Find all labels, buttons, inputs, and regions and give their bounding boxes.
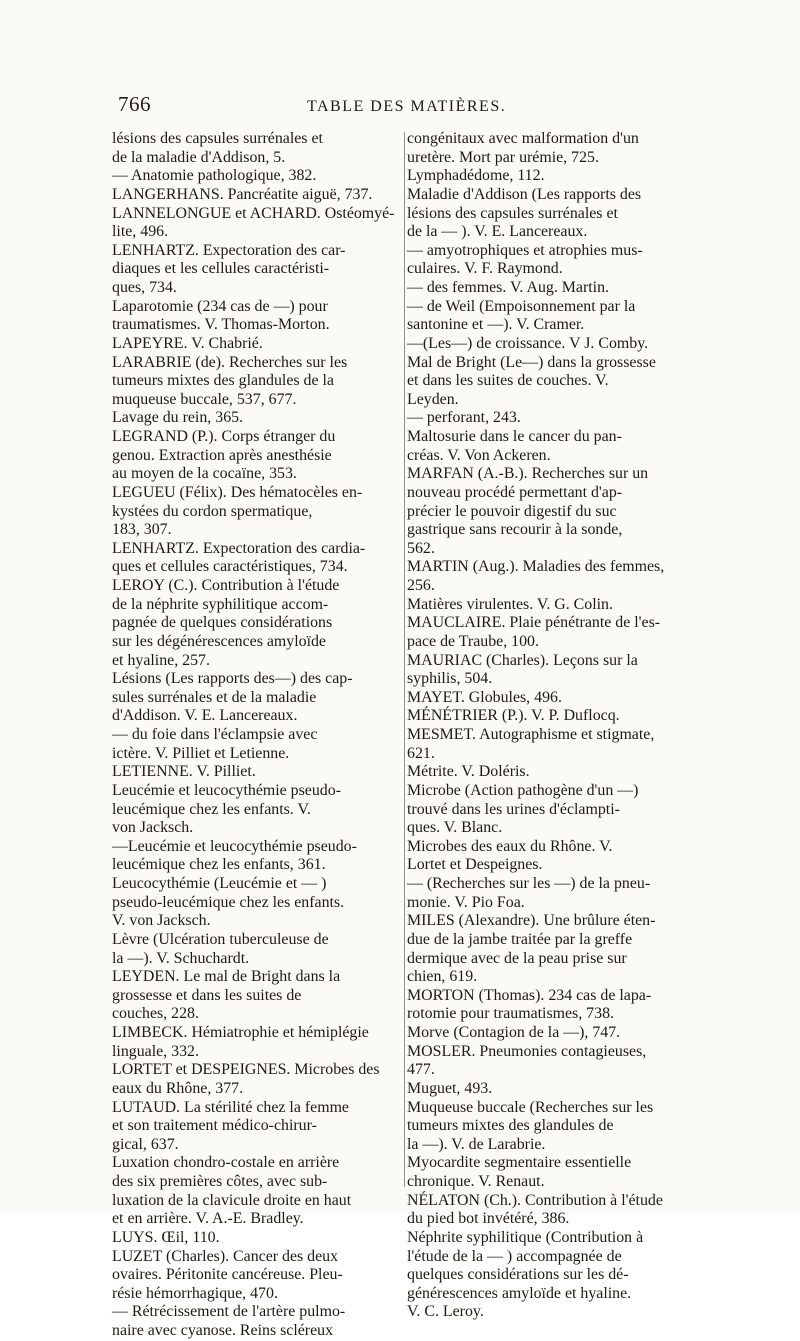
index-entry <box>112 1303 402 1340</box>
index-entry-line: — Rétrécissement de l'artère pulmo- <box>112 1303 346 1321</box>
index-entry-line: Lortet et Despeignes. <box>407 856 543 874</box>
index-entry-line: —(Les—) de croissance. V J. Comby. <box>407 334 649 352</box>
index-column-left <box>112 130 402 1341</box>
index-entry <box>407 838 699 875</box>
index-entry <box>407 1154 699 1191</box>
index-entry <box>112 838 402 875</box>
index-entry-line: congénitaux avec malformation d'un <box>407 130 639 147</box>
index-entry <box>112 931 402 968</box>
index-entry-line: MARFAN (A.-B.). Recherches sur un <box>407 465 649 483</box>
index-entry <box>407 465 699 558</box>
index-entry-line: Métrite. V. Doléris. <box>407 763 530 781</box>
index-entry <box>407 1229 699 1322</box>
index-entry-line: MORTON (Thomas). 234 cas de lapa- <box>407 986 652 1004</box>
index-entry-line: créas. V. Von Ackeren. <box>407 446 551 464</box>
index-entry <box>407 763 699 782</box>
index-entry-line: santonine et —). V. Cramer. <box>407 316 585 334</box>
index-entry-line: l'étude de la — ) accompagnée de <box>407 1247 622 1265</box>
index-entry <box>112 1024 402 1061</box>
index-entry <box>407 279 699 298</box>
index-entry-line: — amyotrophiques et atrophies mus- <box>407 241 643 259</box>
index-entry-line: ques, 734. <box>112 279 177 296</box>
index-entry-line: monie. V. Pio Foa. <box>407 893 525 911</box>
index-entry-line: 256. <box>407 577 435 594</box>
index-entry-line: —Leucémie et leucocythémie pseudo- <box>112 837 357 855</box>
index-entry-line: LENHARTZ. Expectoration des cardia- <box>112 539 366 557</box>
index-entry <box>407 689 699 708</box>
index-entry <box>112 763 402 782</box>
index-entry-line: Lymphadédome, 112. <box>407 167 545 185</box>
index-entry-line: Laparotomie (234 cas de —) pour <box>112 297 328 315</box>
index-entry-line: leucémique chez les enfants. V. <box>112 800 311 818</box>
index-entry-line: 183, 307. <box>112 521 172 539</box>
index-entry-line: ques et cellules caractéristiques, 734. <box>112 558 348 576</box>
index-entry <box>407 987 699 1024</box>
index-entry <box>407 707 699 726</box>
index-entry-line: du pied bot invétéré, 386. <box>407 1210 570 1228</box>
index-entry-line: Lésions (Les rapports des—) des cap- <box>112 670 353 688</box>
index-entry-line: LARABRIE (de). Recherches sur les <box>112 353 348 371</box>
index-entry-line: et son traitement médico-chirur- <box>112 1117 317 1135</box>
index-entry-line: gical, 637. <box>112 1135 179 1153</box>
index-entry-line: LORTET et DESPEIGNES. Microbes des <box>112 1061 380 1079</box>
index-entry <box>407 558 699 595</box>
index-entry-line: linguale, 332. <box>112 1042 199 1060</box>
index-entry <box>112 1154 402 1229</box>
index-entry-line: la —). V. de Larabrie. <box>407 1135 546 1153</box>
index-entry-line: des six premières côtes, avec sub- <box>112 1173 328 1190</box>
index-entry-line: traumatismes. V. Thomas-Morton. <box>112 316 330 334</box>
index-entry-line: Lavage du rein, 365. <box>112 409 244 427</box>
index-entry-line: au moyen de la cocaïne, 353. <box>112 465 297 483</box>
index-entry-line: due de la jambe traitée par la greffe <box>407 930 633 948</box>
index-entry-line: Myocardite segmentaire essentielle <box>407 1154 632 1172</box>
index-entry-line: et dans les suites de couches. V. <box>407 372 609 390</box>
index-entry-line: kystées du cordon spermatique, <box>112 502 313 520</box>
index-entry-line: nouveau procédé permettant d'ap- <box>407 483 623 501</box>
index-entry <box>407 782 699 838</box>
index-entry-line: lésions des capsules surrénales et <box>407 204 618 222</box>
index-entry-line: — du foie dans l'éclampsie avec <box>112 726 318 743</box>
index-entry-line: pace de Traube, 100. <box>407 632 539 650</box>
index-entry <box>112 1099 402 1155</box>
running-title: TABLE DES MATIÈRES. <box>307 98 507 115</box>
index-entry-line: MAURIAC (Charles). Leçons sur la <box>407 651 638 669</box>
index-entry <box>112 670 402 726</box>
index-entry-line: précier le pouvoir digestif du suc <box>407 502 617 520</box>
index-entry-line: LEYDEN. Le mal de Bright dans la <box>112 968 341 986</box>
index-entry-line: Microbe (Action pathogène d'un —) <box>407 781 639 799</box>
index-entry-line: rotomie pour traumatismes, 738. <box>407 1005 614 1023</box>
index-entry <box>407 354 699 410</box>
index-entry <box>407 875 699 912</box>
index-entry-line: culaires. V. F. Raymond. <box>407 260 563 278</box>
index-entry-line: ictère. V. Pilliet et Letienne. <box>112 744 290 762</box>
page-number: 766 <box>118 92 151 116</box>
index-entry <box>407 652 699 689</box>
index-entry-line: Luxation chondro-costale en arrière <box>112 1154 340 1172</box>
index-entry <box>407 335 699 354</box>
index-entry-line: LEROY (C.). Contribution à l'étude <box>112 577 340 594</box>
index-entry-line: grossesse et dans les suites de <box>112 986 302 1004</box>
index-entry-line: tumeurs mixtes des glandules de la <box>112 372 334 390</box>
index-entry-line: Néphrite syphilitique (Contribution à <box>407 1228 644 1246</box>
index-entry-line: sules surrénales et de la maladie <box>112 688 317 706</box>
index-entry <box>407 726 699 763</box>
index-entry-line: quelques considérations sur les dé- <box>407 1266 629 1284</box>
index-entry-line: Morve (Contagion de la —), 747. <box>407 1024 621 1041</box>
index-entry-line: LUTAUD. La stérilité chez la femme <box>112 1098 349 1116</box>
index-entry-line: syphilis, 504. <box>407 670 493 688</box>
index-entry <box>407 242 699 279</box>
index-entry-line: gastrique sans recourir à la sonde, <box>407 521 623 539</box>
index-entry-line: LEGUEU (Félix). Des hématocèles en- <box>112 483 363 501</box>
index-entry <box>407 596 699 615</box>
index-entry-line: Microbes des eaux du Rhône. V. <box>407 837 613 855</box>
index-entry <box>112 186 402 205</box>
index-entry-line: pagnée de quelques considérations <box>112 614 333 632</box>
index-entry <box>407 409 699 428</box>
index-entry <box>112 1229 402 1248</box>
index-entry-line: Mal de Bright (Le—) dans la grossesse <box>407 353 656 371</box>
index-entry <box>407 1024 699 1043</box>
index-entry-line: Maladie d'Addison (Les rapports des <box>407 185 642 203</box>
index-entry-line: couches, 228. <box>112 1005 199 1023</box>
index-entry-line: — de Weil (Empoisonnement par la <box>407 297 636 315</box>
index-entry <box>112 1061 402 1098</box>
index-entry <box>112 205 402 242</box>
index-entry-line: dermique avec de la peau prise sur <box>407 949 627 967</box>
index-entry-line: LANNELONGUE et ACHARD. Ostéomyé- <box>112 204 395 222</box>
index-entry <box>112 782 402 838</box>
index-entry-line: eaux du Rhône, 377. <box>112 1079 244 1097</box>
index-entry <box>112 335 402 354</box>
index-entry-line: V. von Jacksch. <box>112 912 211 930</box>
index-entry-line: Leyden. <box>407 390 459 408</box>
index-entry-line: NÉLATON (Ch.). Contribution à l'étude <box>407 1191 663 1209</box>
index-entry-line: la —). V. Schuchardt. <box>112 949 250 967</box>
index-entry-line: LAPEYRE. V. Chabrié. <box>112 334 263 352</box>
index-entry-line: ques. V. Blanc. <box>407 819 503 837</box>
index-entry-line: diaques et les cellules caractéristi- <box>112 260 330 278</box>
index-entry-line: de la — ). V. E. Lancereaux. <box>407 223 588 241</box>
index-entry <box>112 409 402 428</box>
index-entry <box>407 428 699 465</box>
index-entry-line: von Jacksch. <box>112 819 194 837</box>
index-entry-line: et en arrière. V. A.-E. Bradley. <box>112 1210 304 1228</box>
index-entry <box>112 484 402 540</box>
index-entry-line: chronique. V. Renaut. <box>407 1173 545 1190</box>
index-entry <box>112 577 402 670</box>
index-entry-line: MILES (Alexandre). Une brûlure éten- <box>407 912 656 930</box>
index-entry-line: Leucémie et leucocythémie pseudo- <box>112 781 341 799</box>
index-entry-line: trouvé dans les urines d'éclampti- <box>407 800 620 818</box>
index-entry-line: Muguet, 493. <box>407 1079 493 1097</box>
index-entry <box>112 354 402 410</box>
page-header <box>112 92 702 124</box>
index-entry-line: lite, 496. <box>112 223 169 241</box>
index-entry-line: naire avec cyanose. Reins scléreux <box>112 1322 334 1339</box>
index-entry-line: — perforant, 243. <box>407 409 521 427</box>
index-entry-line: Leucocythémie (Leucémie et — ) <box>112 875 327 892</box>
index-entry <box>407 912 699 987</box>
index-entry-line: et hyaline, 257. <box>112 651 210 669</box>
index-entry-line: chien, 619. <box>407 968 478 986</box>
index-entry-line: MÉNÉTRIER (P.). V. P. Duflocq. <box>407 707 620 725</box>
index-entry-line: LUYS. Œil, 110. <box>112 1228 220 1246</box>
index-entry-line: pseudo-leucémique chez les enfants. <box>112 893 345 911</box>
index-entry <box>112 167 402 186</box>
index-entry-line: lésions des capsules surrénales et <box>112 130 323 147</box>
index-entry-line: de la néphrite syphilitique accom- <box>112 595 329 613</box>
index-entry <box>112 875 402 931</box>
index-entry <box>407 167 699 186</box>
index-entry-line: Lèvre (Ulcération tuberculeuse de <box>112 930 329 948</box>
index-entry-line: MAYET. Globules, 496. <box>407 688 562 706</box>
index-entry-line: muqueuse buccale, 537, 677. <box>112 390 297 408</box>
index-entry <box>112 242 402 298</box>
index-entry-line: Maltosurie dans le cancer du pan- <box>407 428 622 445</box>
index-entry-line: — (Recherches sur les —) de la pneu- <box>407 875 651 892</box>
index-entry-line: Muqueuse buccale (Recherches sur les <box>407 1098 654 1116</box>
index-entry <box>112 540 402 577</box>
index-entry-line: résie hémorrhagique, 470. <box>112 1284 278 1302</box>
index-entry-line: LUZET (Charles). Cancer des deux <box>112 1247 339 1265</box>
index-entry <box>112 1248 402 1304</box>
index-entry-line: MOSLER. Pneumonies contagieuses, <box>407 1042 647 1060</box>
index-entry-line: genou. Extraction après anesthésie <box>112 446 332 464</box>
index-entry-line: LENHARTZ. Expectoration des car- <box>112 241 346 259</box>
index-entry-line: 621. <box>407 744 435 762</box>
index-entry-line: Matières virulentes. V. G. Colin. <box>407 595 613 613</box>
index-entry-line: 562. <box>407 539 435 557</box>
index-entry-line: d'Addison. V. E. Lancereaux. <box>112 707 298 725</box>
index-entry-line: uretère. Mort par urémie, 725. <box>407 148 599 166</box>
index-column-right <box>407 130 699 1322</box>
index-entry-line: luxation de la clavicule droite en haut <box>112 1191 352 1209</box>
index-entry-line: — Anatomie pathologique, 382. <box>112 167 317 185</box>
index-entry <box>407 130 699 167</box>
index-entry <box>112 726 402 763</box>
index-entry-line: LIMBECK. Hémiatrophie et hémiplégie <box>112 1024 369 1041</box>
index-entry <box>112 428 402 484</box>
index-entry-line: MAUCLAIRE. Plaie pénétrante de l'es- <box>407 614 661 632</box>
index-entry-line: leucémique chez les enfants, 361. <box>112 856 326 874</box>
index-entry <box>407 1099 699 1155</box>
index-entry-line: sur les dégénérescences amyloïde <box>112 632 326 650</box>
index-entry-line: ovaires. Péritonite cancéreuse. Pleu- <box>112 1266 343 1284</box>
index-entry-line: MESMET. Autographisme et stigmate, <box>407 726 655 743</box>
index-entry <box>112 968 402 1024</box>
index-entry-line: LETIENNE. V. Pilliet. <box>112 763 256 781</box>
index-entry-line: tumeurs mixtes des glandules de <box>407 1117 614 1135</box>
index-entry-line: LEGRAND (P.). Corps étranger du <box>112 428 336 445</box>
index-entry-line: MARTIN (Aug.). Maladies des femmes, <box>407 558 665 576</box>
index-entry <box>407 1043 699 1080</box>
index-entry <box>407 614 699 651</box>
index-entry <box>112 298 402 335</box>
index-entry-line: 477. <box>407 1061 435 1079</box>
index-entry-line: de la maladie d'Addison, 5. <box>112 148 286 166</box>
index-entry-line: — des femmes. V. Aug. Martin. <box>407 279 610 296</box>
index-entry <box>407 186 699 242</box>
index-entry <box>407 1080 699 1099</box>
index-entry-line: générescences amyloïde et hyaline. <box>407 1284 632 1302</box>
index-entry <box>112 130 402 167</box>
index-entry <box>407 298 699 335</box>
index-entry-line: V. C. Leroy. <box>407 1303 484 1321</box>
index-entry <box>407 1192 699 1229</box>
index-entry-line: LANGERHANS. Pancréatite aiguë, 737. <box>112 185 373 203</box>
column-divider <box>404 132 405 1187</box>
